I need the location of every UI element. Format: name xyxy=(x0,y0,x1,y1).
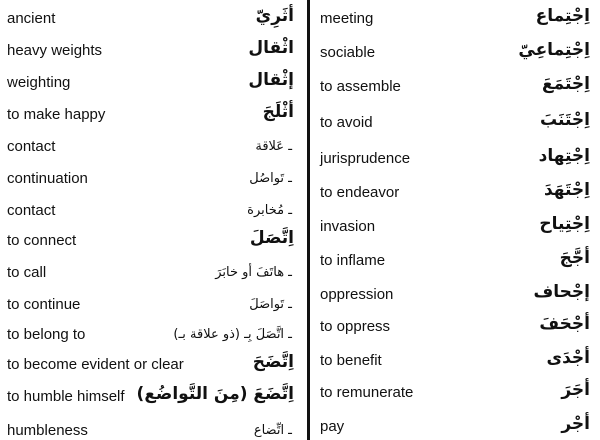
english-term: to avoid xyxy=(320,114,373,131)
dictionary-entry xyxy=(0,134,304,162)
arabic-term: أجْدَى xyxy=(546,348,590,368)
english-term: to inflame xyxy=(320,252,386,269)
english-term: contact xyxy=(7,202,56,219)
english-term: humbleness xyxy=(7,422,88,439)
english-term: pay xyxy=(320,418,345,435)
english-term: to become evident or clear xyxy=(7,356,184,373)
arabic-term: ـ هاتَفَ أو خابَرَ xyxy=(215,265,292,280)
english-term: to assemble xyxy=(320,78,401,95)
dictionary-entry xyxy=(0,228,304,256)
dictionary-entry xyxy=(314,110,600,138)
english-term: sociable xyxy=(320,44,376,61)
arabic-term: أجْر xyxy=(561,414,590,434)
english-term: meeting xyxy=(320,10,374,27)
english-term: to remunerate xyxy=(320,384,414,401)
dictionary-entry xyxy=(0,352,304,380)
dictionary-entry xyxy=(0,384,304,412)
arabic-term: إجْحاف xyxy=(533,282,590,302)
english-term: to endeavor xyxy=(320,184,400,201)
arabic-term: أجَّجَ xyxy=(559,248,590,268)
arabic-term: أجْحَفَ xyxy=(539,314,590,334)
dictionary-entry xyxy=(0,38,304,66)
dictionary-entry xyxy=(314,314,600,342)
arabic-term: اثْقال xyxy=(248,38,294,58)
dictionary-entry xyxy=(314,380,600,408)
dictionary-entry xyxy=(0,292,304,320)
dictionary-entry xyxy=(0,70,304,98)
arabic-term: ـ عَلاقة xyxy=(255,139,292,154)
arabic-term: أثْلَجَ xyxy=(262,102,294,122)
arabic-term: اِجْتَهَدَ xyxy=(543,180,590,200)
english-term: weighting xyxy=(7,74,71,91)
dictionary-entry xyxy=(314,414,600,440)
english-term: to belong to xyxy=(7,326,86,343)
column-divider xyxy=(307,0,310,440)
english-term: to make happy xyxy=(7,106,106,123)
arabic-term: اِتَّصَلَ xyxy=(249,228,294,248)
dictionary-entry xyxy=(0,198,304,226)
arabic-term: ـ اتِّضاع xyxy=(253,423,292,438)
english-term: oppression xyxy=(320,286,394,303)
english-term: jurisprudence xyxy=(320,150,411,167)
dictionary-entry xyxy=(314,282,600,310)
english-term: to continue xyxy=(7,296,81,313)
arabic-term: ـ اتَّصَلَ بِـ (ذو علاقة بـ) xyxy=(173,327,292,342)
dictionary-entry xyxy=(0,322,304,350)
english-term: to oppress xyxy=(320,318,391,335)
dictionary-entry xyxy=(314,40,600,68)
dictionary-entry xyxy=(314,348,600,376)
arabic-term: اِتَّضَحَ xyxy=(252,352,294,372)
arabic-term: اِجْتِياح xyxy=(539,214,590,234)
dictionary-entry xyxy=(314,146,600,174)
english-term: invasion xyxy=(320,218,376,235)
arabic-term: ـ تَواصَلَ xyxy=(249,297,292,312)
arabic-term: اِتَّضَعَ (مِنَ التَّواضُع) xyxy=(136,384,294,404)
arabic-term: اِجْتِماع xyxy=(535,6,590,26)
right-column xyxy=(314,0,600,440)
english-term: to call xyxy=(7,264,47,281)
arabic-term: ـ تَواصُل xyxy=(249,171,292,186)
english-term: continuation xyxy=(7,170,88,187)
arabic-term: إثْقال xyxy=(248,70,294,90)
dictionary-entry xyxy=(0,418,304,440)
arabic-term: اِجْتَمَعَ xyxy=(541,74,590,94)
dictionary-entry xyxy=(0,260,304,288)
english-term: to humble himself xyxy=(7,388,125,405)
english-term: heavy weights xyxy=(7,42,103,59)
dictionary-entry xyxy=(0,166,304,194)
dictionary-entry xyxy=(314,74,600,102)
arabic-term: اِجْتِماعِيّ xyxy=(518,40,590,60)
arabic-term: أثَرِيّ xyxy=(255,6,294,26)
english-term: to connect xyxy=(7,232,77,249)
english-term: to benefit xyxy=(320,352,382,369)
english-term: ancient xyxy=(7,10,56,27)
dictionary-entry xyxy=(0,102,304,130)
arabic-term: اِجْتِهاد xyxy=(538,146,590,166)
english-term: contact xyxy=(7,138,56,155)
dictionary-entry xyxy=(0,6,304,34)
dictionary-entry xyxy=(314,180,600,208)
arabic-term: ـ مُخابرة xyxy=(247,203,292,218)
dictionary-entry xyxy=(314,214,600,242)
arabic-term: اِجْتَنَبَ xyxy=(540,110,590,130)
dictionary-entry xyxy=(314,248,600,276)
dictionary-entry xyxy=(314,6,600,34)
arabic-term: أجَرَ xyxy=(561,380,590,400)
